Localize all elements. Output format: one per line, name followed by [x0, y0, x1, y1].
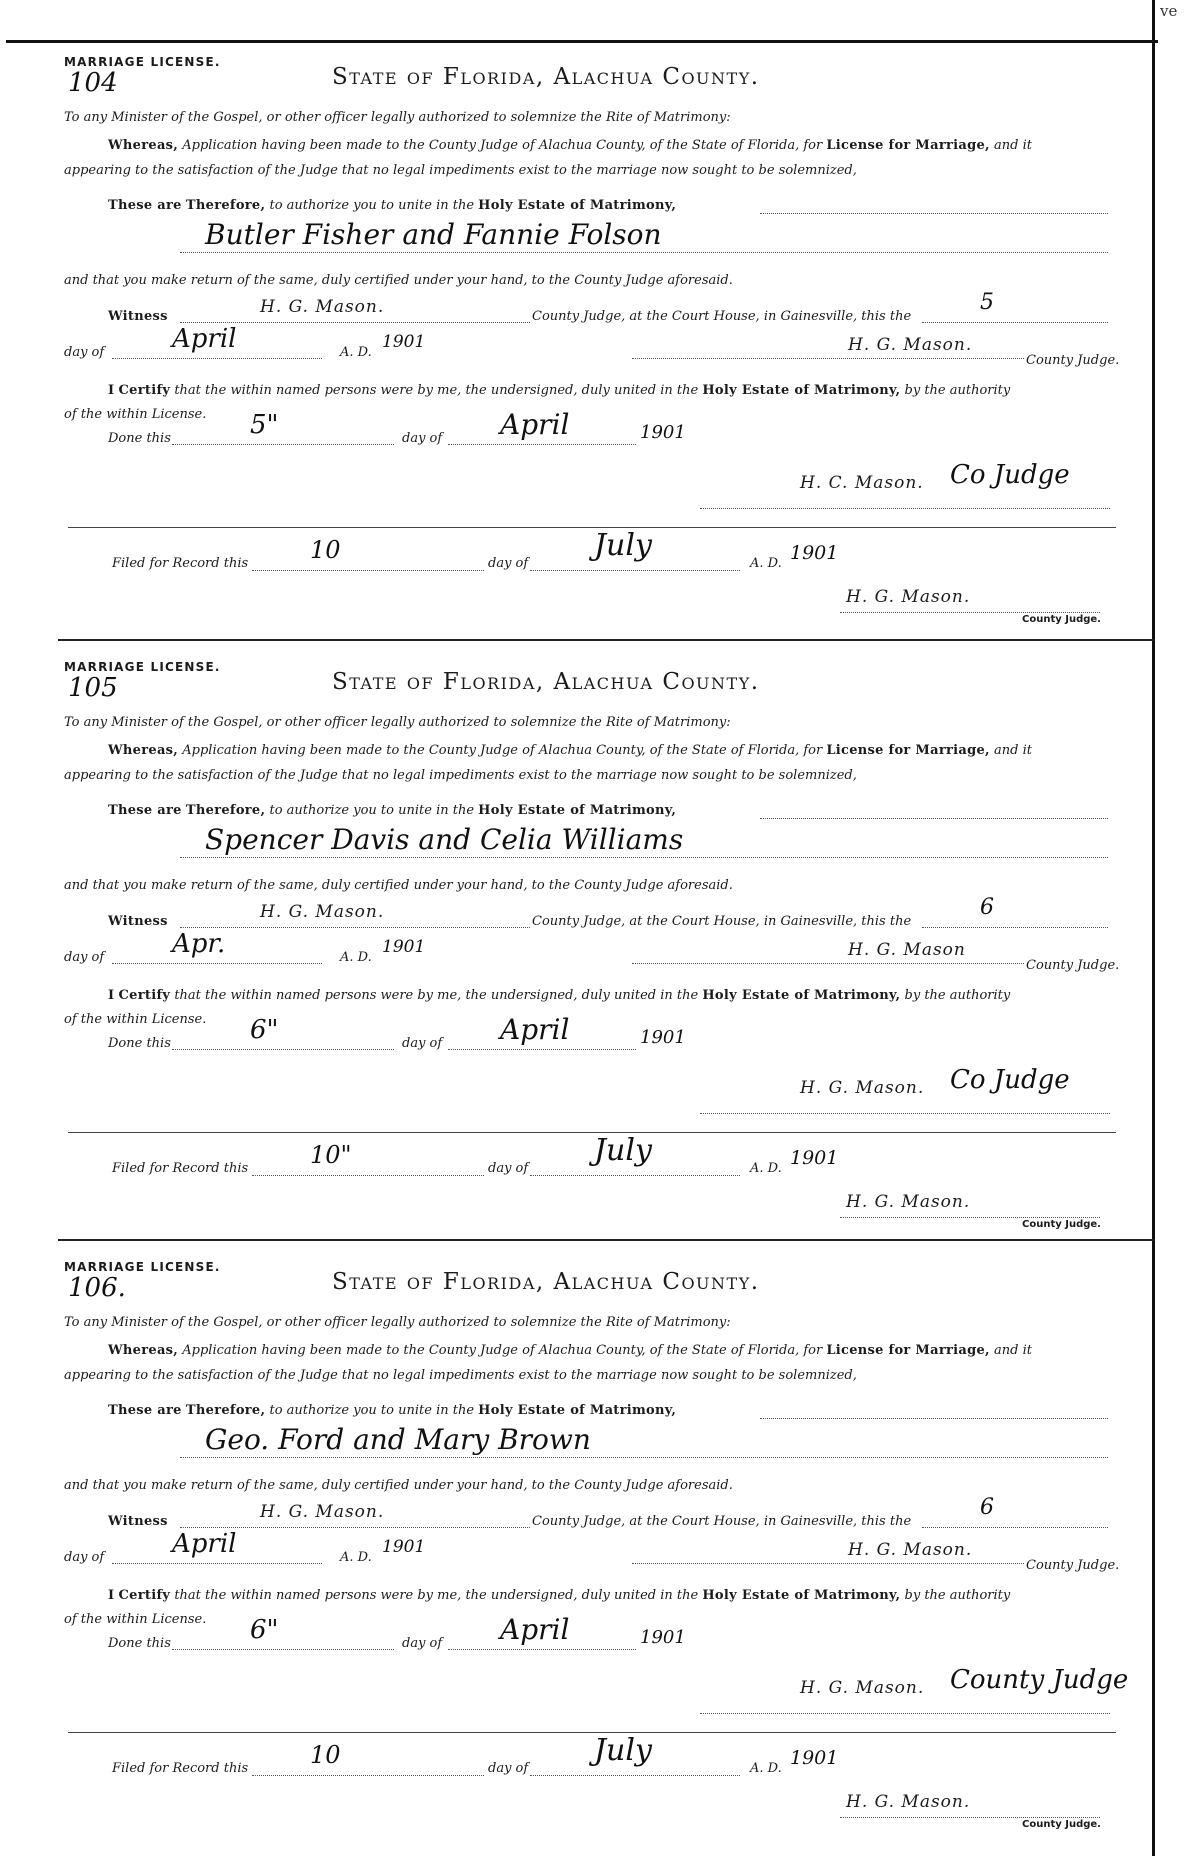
county-judge-small: County Judge. [1022, 1219, 1101, 1230]
witness-line [108, 914, 168, 929]
filing-judge-stamp: H. G. Mason. [846, 1792, 971, 1812]
filed-month: July [594, 1733, 652, 1768]
corner-mark: ve [1160, 2, 1178, 20]
these-are-line [108, 1403, 676, 1418]
whereas-text: Application having been made to the County Judge of Alachua County, of the State of Florida, for [182, 743, 823, 758]
therefore: Therefore, [185, 198, 266, 213]
holy-estate: Holy Estate of Matrimony, [478, 1403, 677, 1418]
whereas-line [108, 1343, 1032, 1358]
county-judge-label: County Judge. [1026, 353, 1120, 368]
ad-label: A. D. [340, 950, 372, 965]
couple-line-top [760, 818, 1108, 819]
filed-day: 10 [310, 536, 341, 564]
and-it: and it [994, 1343, 1032, 1358]
issue-month-line [112, 963, 322, 964]
issue-day: 6 [980, 1495, 994, 1520]
and-it: and it [994, 743, 1032, 758]
witness-line [108, 1514, 168, 1529]
license-for-marriage: License for Marriage, [826, 743, 990, 758]
done-month: April [500, 1613, 570, 1646]
license-label: MARRIAGE LICENSE. [64, 660, 221, 674]
state-heading: State of Florida, Alachua County. [332, 1269, 760, 1295]
officiant-title: County Judge [950, 1665, 1129, 1695]
filed-ad: A. D. [750, 556, 782, 571]
address-line: To any Minister of the Gospel, or other officer legally authorized to solemnize the Rite of Matrimony: [64, 1315, 731, 1330]
authorize-text: to authorize you to unite in the [269, 803, 475, 818]
license-label: MARRIAGE LICENSE. [64, 1260, 221, 1274]
issuing-judge-stamp: H. G. Mason [848, 940, 966, 960]
filing-judge-stamp: H. G. Mason. [846, 1192, 971, 1212]
issuing-judge-line [632, 358, 1024, 359]
state-heading: State of Florida, Alachua County. [332, 64, 760, 90]
county-judge-label: County Judge. [1026, 958, 1120, 973]
marriage-license-1 [0, 40, 1200, 640]
witness-line-blank [180, 1527, 530, 1528]
witness-word: Witness [108, 914, 168, 929]
whereas-line [108, 138, 1032, 153]
court-house-text: County Judge, at the Court House, in Gainesville, this the [532, 914, 912, 929]
ad-label: A. D. [340, 345, 372, 360]
done-year: 1901 [640, 1627, 686, 1648]
by-authority: by the authority [904, 988, 1011, 1003]
holy-estate: Holy Estate of Matrimony, [478, 803, 677, 818]
issuing-judge-stamp: H. G. Mason. [848, 1540, 973, 1560]
filed-day-line [252, 1175, 484, 1176]
certify-word: Certify [118, 1588, 171, 1603]
these-are-line [108, 803, 676, 818]
filing-judge-stamp: H. G. Mason. [846, 587, 971, 607]
filed-ad: A. D. [750, 1161, 782, 1176]
done-day-line [172, 1649, 394, 1650]
certify-text: that the within named persons were by me, the undersigned, duly united in the [174, 988, 699, 1003]
within-license: of the within License. [64, 1012, 207, 1027]
certify-i: I [108, 988, 115, 1003]
done-day: 6" [250, 1615, 279, 1645]
therefore: Therefore, [185, 1403, 266, 1418]
ad-label: A. D. [340, 1550, 372, 1565]
officiant-stamp: H. C. Mason. [800, 473, 924, 493]
filed-day-of: day of [488, 1761, 529, 1776]
therefore: Therefore, [185, 803, 266, 818]
done-month: April [500, 408, 570, 441]
issue-month-line [112, 358, 322, 359]
holy-estate: Holy Estate of Matrimony, [478, 198, 677, 213]
within-license: of the within License. [64, 407, 207, 422]
witness-line-blank [180, 927, 530, 928]
couple-names: Spencer Davis and Celia Williams [205, 823, 684, 856]
county-judge-small: County Judge. [1022, 1819, 1101, 1830]
filed-month: July [594, 1133, 652, 1168]
done-day-of: day of [402, 1636, 443, 1651]
certify-word: Certify [118, 383, 171, 398]
and-it: and it [994, 138, 1032, 153]
state-heading: State of Florida, Alachua County. [332, 669, 760, 695]
license-number: 106. [68, 1273, 126, 1303]
license-number: 104 [68, 68, 118, 98]
couple-line [180, 252, 1108, 253]
issue-day: 5 [980, 290, 994, 315]
done-day: 6" [250, 1015, 279, 1045]
witness-word: Witness [108, 309, 168, 324]
issuing-judge-stamp: H. G. Mason. [848, 335, 973, 355]
filed-ad: A. D. [750, 1761, 782, 1776]
filed-day: 10 [310, 1741, 341, 1769]
issue-year: 1901 [382, 937, 426, 957]
officiant-line [700, 508, 1110, 509]
license-for-marriage: License for Marriage, [826, 138, 990, 153]
issuing-judge-line [632, 963, 1024, 964]
witness-judge-stamp: H. G. Mason. [260, 902, 385, 922]
filed-day-line [252, 570, 484, 571]
certify-text: that the within named persons were by me, the undersigned, duly united in the [174, 383, 699, 398]
done-month: April [500, 1013, 570, 1046]
license-number: 105 [68, 673, 118, 703]
done-month-line [448, 1049, 636, 1050]
officiant-line [700, 1713, 1110, 1714]
issue-year: 1901 [382, 332, 426, 352]
filed-label: Filed for Record this [112, 1761, 249, 1776]
holy-estate-2: Holy Estate of Matrimony, [702, 383, 901, 398]
these-are: These are [108, 198, 182, 213]
done-month-line [448, 444, 636, 445]
these-are: These are [108, 803, 182, 818]
officiant-title: Co Judge [950, 1065, 1070, 1095]
certify-line [108, 383, 1010, 398]
marriage-license-2 [0, 645, 1200, 1245]
done-year: 1901 [640, 422, 686, 443]
filed-month: July [594, 528, 652, 563]
done-day: 5" [250, 410, 279, 440]
certify-text: that the within named persons were by me, the undersigned, duly united in the [174, 1588, 699, 1603]
address-line: To any Minister of the Gospel, or other officer legally authorized to solemnize the Rite of Matrimony: [64, 715, 731, 730]
holy-estate-2: Holy Estate of Matrimony, [702, 988, 901, 1003]
whereas-word: Whereas, [108, 1343, 179, 1358]
filing-judge-line [840, 612, 1100, 613]
by-authority: by the authority [904, 383, 1011, 398]
done-day-of: day of [402, 1036, 443, 1051]
issue-year: 1901 [382, 1537, 426, 1557]
filing-judge-line [840, 1817, 1100, 1818]
issue-day-line [922, 322, 1108, 323]
done-year: 1901 [640, 1027, 686, 1048]
address-line: To any Minister of the Gospel, or other officer legally authorized to solemnize the Rite of Matrimony: [64, 110, 731, 125]
filed-day-of: day of [488, 556, 529, 571]
whereas-line [108, 743, 1032, 758]
appearing-line: appearing to the satisfaction of the Judge that no legal impediments exist to the marriage now sought to be solemnized, [64, 1368, 857, 1383]
certify-line [108, 988, 1010, 1003]
appearing-line: appearing to the satisfaction of the Judge that no legal impediments exist to the marriage now sought to be solemnized, [64, 163, 857, 178]
marriage-license-3 [0, 1245, 1200, 1845]
filed-month-line [530, 1175, 740, 1176]
holy-estate-2: Holy Estate of Matrimony, [702, 1588, 901, 1603]
appearing-line: appearing to the satisfaction of the Judge that no legal impediments exist to the marriage now sought to be solemnized, [64, 768, 857, 783]
these-are: These are [108, 1403, 182, 1418]
county-judge-label: County Judge. [1026, 1558, 1120, 1573]
day-of-label: day of [64, 950, 105, 965]
issue-day-line [922, 927, 1108, 928]
within-license: of the within License. [64, 1612, 207, 1627]
officiant-stamp: H. G. Mason. [800, 1078, 925, 1098]
done-this-label: Done this [108, 1636, 171, 1651]
filing-judge-line [840, 1217, 1100, 1218]
by-authority: by the authority [904, 1588, 1011, 1603]
issue-day: 6 [980, 895, 994, 920]
filed-day: 10" [310, 1141, 352, 1169]
done-day-line [172, 1049, 394, 1050]
authorize-text: to authorize you to unite in the [269, 198, 475, 213]
whereas-word: Whereas, [108, 743, 179, 758]
witness-judge-stamp: H. G. Mason. [260, 297, 385, 317]
done-day-of: day of [402, 431, 443, 446]
certify-line [108, 1588, 1010, 1603]
filing-rule [68, 1732, 1116, 1733]
issue-month-line [112, 1563, 322, 1564]
witness-judge-stamp: H. G. Mason. [260, 1502, 385, 1522]
couple-line-top [760, 1418, 1108, 1419]
done-this-label: Done this [108, 1036, 171, 1051]
couple-names: Geo. Ford and Mary Brown [205, 1423, 591, 1456]
filed-year: 1901 [790, 1147, 839, 1169]
issue-day-line [922, 1527, 1108, 1528]
officiant-line [700, 1113, 1110, 1114]
return-line: and that you make return of the same, duly certified under your hand, to the County Judge aforesaid. [64, 273, 733, 288]
license-label: MARRIAGE LICENSE. [64, 55, 221, 69]
done-month-line [448, 1649, 636, 1650]
officiant-title: Co Judge [950, 460, 1070, 490]
license-divider [58, 639, 1154, 641]
license-divider [58, 1239, 1154, 1241]
certify-i: I [108, 383, 115, 398]
authorize-text: to authorize you to unite in the [269, 1403, 475, 1418]
issue-month: April [172, 324, 237, 354]
court-house-text: County Judge, at the Court House, in Gainesville, this the [532, 309, 912, 324]
filing-rule [68, 1132, 1116, 1133]
county-judge-small: County Judge. [1022, 614, 1101, 625]
officiant-stamp: H. G. Mason. [800, 1678, 925, 1698]
whereas-text: Application having been made to the County Judge of Alachua County, of the State of Florida, for [182, 138, 823, 153]
filing-rule [68, 527, 1116, 528]
whereas-text: Application having been made to the County Judge of Alachua County, of the State of Florida, for [182, 1343, 823, 1358]
issue-month: Apr. [172, 929, 226, 959]
done-this-label: Done this [108, 431, 171, 446]
witness-line [108, 309, 168, 324]
filed-label: Filed for Record this [112, 1161, 249, 1176]
couple-line [180, 857, 1108, 858]
filed-day-of: day of [488, 1161, 529, 1176]
filed-month-line [530, 1775, 740, 1776]
filed-year: 1901 [790, 542, 839, 564]
license-for-marriage: License for Marriage, [826, 1343, 990, 1358]
done-day-line [172, 444, 394, 445]
filed-label: Filed for Record this [112, 556, 249, 571]
issuing-judge-line [632, 1563, 1024, 1564]
these-are-line [108, 198, 676, 213]
witness-word: Witness [108, 1514, 168, 1529]
filed-year: 1901 [790, 1747, 839, 1769]
return-line: and that you make return of the same, duly certified under your hand, to the County Judge aforesaid. [64, 1478, 733, 1493]
certify-word: Certify [118, 988, 171, 1003]
witness-line-blank [180, 322, 530, 323]
return-line: and that you make return of the same, duly certified under your hand, to the County Judge aforesaid. [64, 878, 733, 893]
filed-day-line [252, 1775, 484, 1776]
day-of-label: day of [64, 1550, 105, 1565]
issue-month: April [172, 1529, 237, 1559]
certify-i: I [108, 1588, 115, 1603]
day-of-label: day of [64, 345, 105, 360]
couple-line [180, 1457, 1108, 1458]
filed-month-line [530, 570, 740, 571]
couple-line-top [760, 213, 1108, 214]
couple-names: Butler Fisher and Fannie Folson [205, 218, 662, 251]
court-house-text: County Judge, at the Court House, in Gainesville, this the [532, 1514, 912, 1529]
whereas-word: Whereas, [108, 138, 179, 153]
